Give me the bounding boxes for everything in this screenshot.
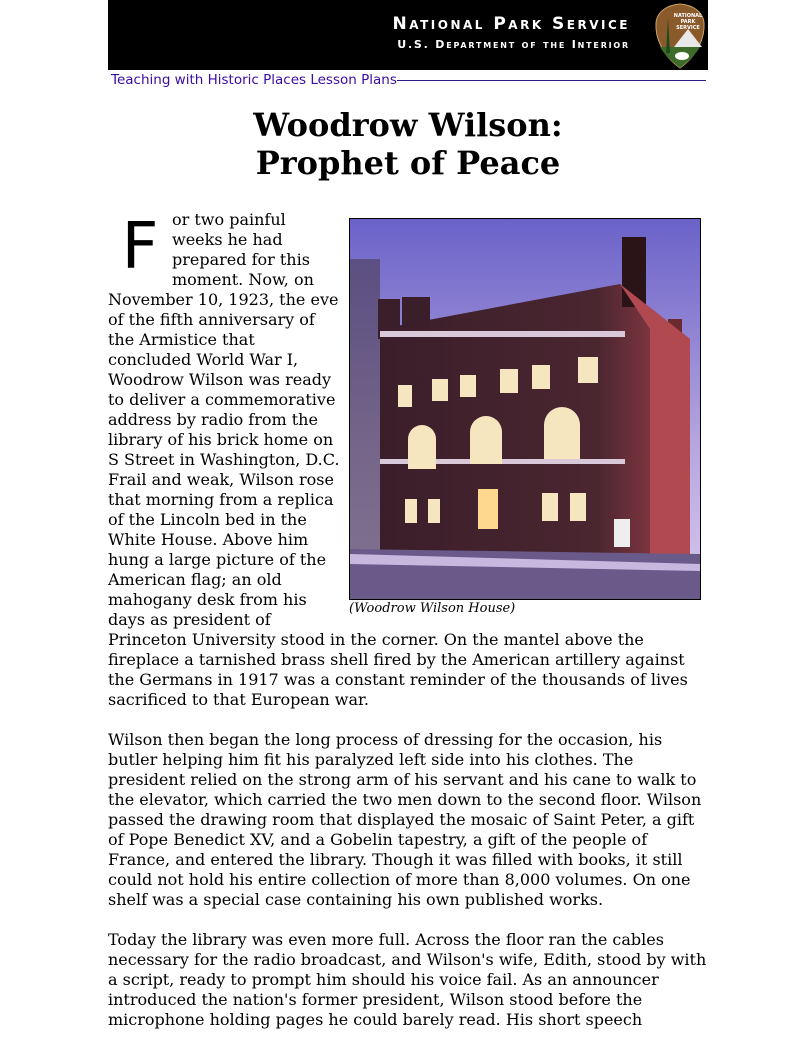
series-bar [108, 71, 708, 89]
nps-arrowhead-logo [654, 3, 706, 69]
svg-text:NATIONAL: NATIONAL [673, 13, 703, 19]
page [108, 0, 708, 1030]
department-name: U.S. Department of the Interior [397, 38, 630, 51]
house-figure [349, 218, 701, 617]
title-line-2: Prophet of Peace [255, 144, 561, 182]
lesson-plans-link[interactable]: Teaching with Historic Places Lesson Plans [111, 72, 397, 88]
svg-text:SERVICE: SERVICE [676, 25, 700, 31]
paragraph-3: Today the library was even more full. Across the floor ran the cables necessary for the radio broadcast, and Wilson's wife, Edith, stood by with a script, ready to prompt him should his voice fail. As an announcer introduced the nation's former president, Wilson stood before the microphone holding pages he could barely read. His short speech [108, 930, 707, 1029]
figure-caption: (Woodrow Wilson House) [349, 601, 516, 616]
nps-banner[interactable] [108, 0, 708, 70]
paragraph-2: Wilson then began the long process of dressing for the occasion, his butler helping him fit his paralyzed left side into his clothes. The president relied on the strong arm of his servant and his cane to walk to the elevator, which carried the two men down to the second floor. Wilson passed the drawing room that displayed the mosaic of Saint Peter, a gift of Pope Benedict XV, and a Gobelin tapestry, a gift of the people of France, and entered the library. Though it was filled with books, it still could not hold his entire collection of more than 8,000 volumes. On one shelf was a special case containing his own published works. [108, 730, 702, 909]
divider [397, 80, 706, 81]
svg-text:PARK: PARK [680, 19, 696, 25]
title-line-1: Woodrow Wilson: [253, 106, 563, 144]
drop-cap: F [121, 210, 159, 284]
paragraph-1: or two painful weeks he had prepared for this moment. Now, on November 10, 1923, the eve of the fifth anniversary of the Armistice that concluded World War I, Woodrow Wilson was ready to deliver a commemorative address by radio from the library of his brick home on S Street in Washington, D.C. Frail and weak, Wilson rose that morning from a replica of the Lincoln bed in the White House. Above him hung a large picture of the American flag; an old mahogany desk from his days as president of Princeton University stood in the corner. On the mantel above the fireplace a tarnished brass shell fired by the American artillery against the Germans in 1917 was a constant reminder of the thousands of lives sacrificed to that European war. [108, 210, 688, 709]
agency-name: National Park Service [392, 14, 630, 34]
page-title [108, 106, 708, 182]
woodrow-wilson-house-photo [349, 218, 701, 600]
